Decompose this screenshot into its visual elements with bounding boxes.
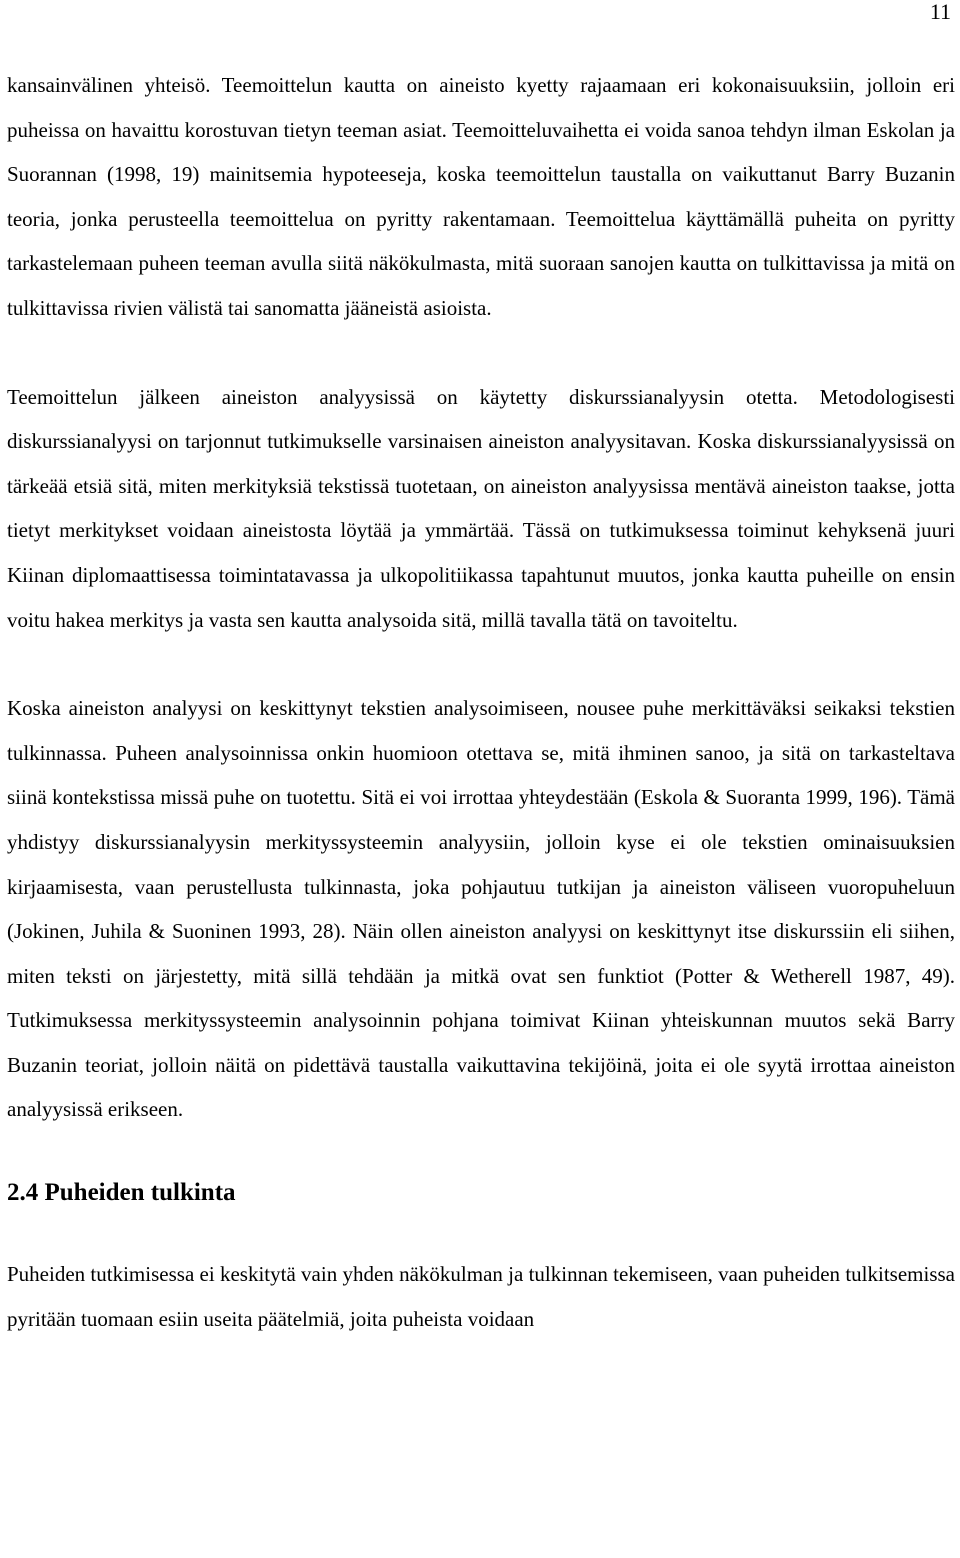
section-number: 2.4 (7, 1179, 39, 1207)
page-number: 11 (929, 0, 951, 24)
section-heading (7, 1171, 955, 1215)
paragraph-puheen-analysointi: Koska aineiston analyysi on keskittynyt tekstien analysoimiseen, nousee puhe merkittäväksi seikaksi tekstien tulkinnassa. Puheen analysoinnissa onkin huomioon otettava se, mitä ihminen sanoo, ja sitä on tarkasteltava siinä kontekstissa missä puhe on tuotettu. Sitä ei voi irrottaa yhteydestään (Eskola & Suoranta 1999, 196). Tämä yhdistyy diskurssianalyysin merkityssysteemin analyysiin, jolloin kyse ei ole tekstien ominaisuuksien kirjaamisesta, vaan perustellusta tulkinnasta, joka pohjautuu tutkijan ja aineiston väliseen vuoropuheluun (Jokinen, Juhila & Suoninen 1993, 28). Näin ollen aineiston analyysi on keskittynyt itse diskurssiin eli siihen, miten teksti on järjestetty, mitä sillä tehdään ja mitkä ovat sen funktiot (Potter & Wetherell 1987, 49). Tutkimuksessa merkityssysteemin analysoinnin pohjana toimivat Kiinan yhteiskunnan muutos sekä Barry Buzanin teoriat, jolloin näitä on pidettävä taustalla vaikuttavina tekijöinä, joita ei ole syytä irrottaa aineiston analyysissä erikseen. (7, 696, 955, 1122)
section-title: Puheiden tulkinta (44, 1179, 236, 1207)
paragraph-puheiden-tulkinta: Puheiden tutkimisessa ei keskitytä vain yhden näkökulman ja tulkinnan tekemiseen, vaan puheiden tulkitsemissa pyritään tuomaan esiin useita päätelmiä, joita puheista voidaan (7, 1262, 955, 1331)
paragraph-diskurssianalyysi: Teemoittelun jälkeen aineiston analyysissä on käytetty diskurssianalyysin otetta. Metodologisesti diskurssianalyysi on tarjonnut tutkimukselle varsinaisen aineiston analyysitavan. Koska diskurssianalyysissä on tärkeää etsiä sitä, miten merkityksiä tekstissä tuotetaan, on aineiston analyysissa mentävä aineiston taakse, jotta tietyt merkitykset voidaan aineistosta löytää ja ymmärtää. Tässä on tutkimuksessa toiminut kehyksenä juuri Kiinan diplomaattisessa toimintatavassa ja ulkopolitiikassa tapahtunut muutos, jonka kautta puheille on ensin voitu hakea merkitys ja vasta sen kautta analysoida sitä, millä tavalla tätä on tavoiteltu. (7, 384, 955, 632)
document-body (7, 63, 955, 1341)
paragraph-teemoittelu: kansainvälinen yhteisö. Teemoittelun kautta on aineisto kyetty rajaamaan eri kokonaisuuksiin, jolloin eri puheissa on havaittu korostuvan tietyn teeman asiat. Teemoitteluvaihetta ei voida sanoa tehdyn ilman Eskolan ja Suorannan (1998, 19) mainitsemia hypoteeseja, koska teemoittelun taustalla on vaikuttanut Barry Buzanin teoria, jonka perusteella teemoittelua on pyritty rakentamaan. Teemoittelua käyttämällä puheita on pyritty tarkastelemaan puheen teeman avulla siitä näkökulmasta, mitä suoraan sanojen kautta on tulkittavissa ja mitä on tulkittavissa rivien välistä tai sanomatta jääneistä asioista. (7, 73, 955, 320)
